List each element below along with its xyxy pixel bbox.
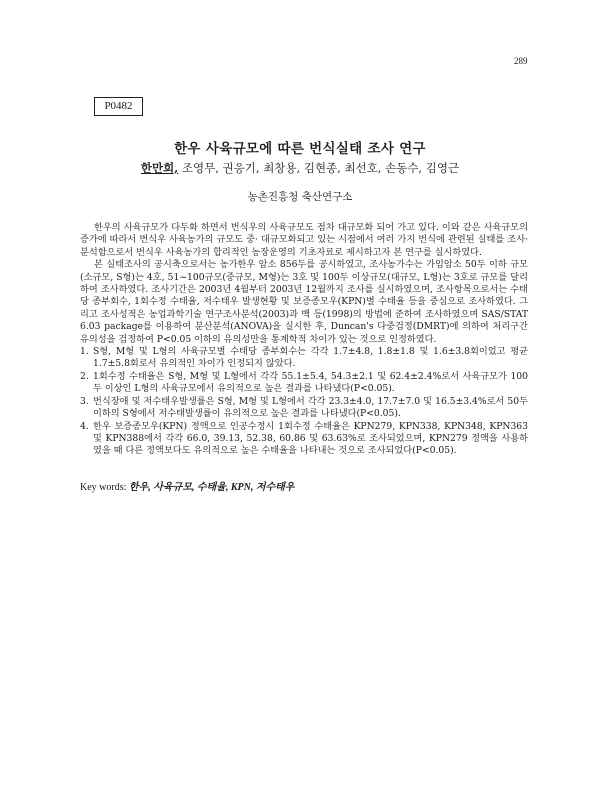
methods-paragraph: 본 실태조사의 공시축으로서는 농가한우 암소 856두를 공시하였고, 조사농가수는 가임암소 50두 이하 규모(소규모, S형)는 4호, 51~100규모(중규모, M형)는 3호 및 100두 이상규모(대규모, L형)는 3호로 규모를 달리하여 조사하였다. 조사기간은 2003년 4월부터 2003년 12월까지 조사를 실시하였으며, 조사항목으로서는 수태당 종부회수, 1회수정 수태율, 저수태우 발생현황 및 보증종모우(KPN)별 수태율 등을 중심으로 조사하였다. 그리고 조사성적은 농업과학기술 연구조사분석(2003)과 백 등(1998)의 방법에 준하여 조사하였으며 SAS/STAT 6.03 package를 이용하여 분산분석(ANOVA)을 실시한 후, Duncan's 다중검정(DMRT)에 의하여 처리구간 유의성을 검정하여 P<0.05 이하의 유의성만을 통계학적 차이가 있는 것으로 인정하였다. (80, 259, 528, 345)
result-text: 1회수정 수태율은 S형, M형 및 L형에서 각각 55.1±5.4, 54.3±2.1 및 62.4±2.4%로서 사육규모가 100두 이상인 L형의 사육규모에서 유의적으로 높은 결과를 나타냈다(P<0.05). (93, 370, 528, 395)
result-number: 3. (80, 395, 89, 407)
abstract-body (80, 222, 528, 458)
result-text: S형, M형 및 L형의 사육규모별 수태당 종부회수는 각각 1.7±4.8, 1.8±1.8 및 1.6±3.8회이었고 평균 1.7±5.8회로서 유의적인 차이가 인정되지 않았다. (93, 346, 528, 370)
keywords (80, 478, 528, 493)
result-text: 한우 보증종모우(KPN) 정액으로 인공수정시 1회수정 수태율은 KPN279, KPN338, KPN348, KPN363 및 KPN388에서 각각 66.0, 39.13, 52.38, 60.86 및 63.63%로 조사되었으며, KPN279 정액을 사용하였을 때 다른 정액보다도 유의적으로 높은 수태율을 나타내는 것으로 조사되었다(P<0.05). (93, 420, 528, 457)
keywords-list: 한우, 사육규모, 수태율, KPN, 저수태우 (128, 482, 295, 493)
paper-id-box: P0482 (94, 97, 143, 116)
result-number: 1. (80, 346, 89, 358)
affiliation: 농촌진흥청 축산연구소 (247, 191, 353, 203)
intro-paragraph: 한우의 사육규모가 다두화 하면서 번식우의 사육규모도 점차 대규모화 되어 가고 있다. 이와 같은 사육규모의 증가에 따라서 번식우 사육농가의 규모도 중· 대규모화되고 있는 시점에서 여러 가지 번식에 관련된 실태를 조사· 분석함으로서 번식우 사육농가의 합리적인 농장운영의 기초자료로 제시하고자 본 연구를 실시하였다. (80, 222, 528, 258)
result-item-4 (80, 421, 528, 458)
keywords-label: Key words: (80, 482, 129, 493)
result-text: 번식장애 및 저수태우발생률은 S형, M형 및 L형에서 각각 23.3±4.0, 17.7±7.0 및 16.5±3.4%로서 50두 이하의 S형에서 저수태발생률이 유의적으로 높은 결과를 나타냈다(P<0.05). (93, 395, 528, 420)
paper-title: 한우 사육규모에 따른 번식실태 조사 연구 (174, 141, 426, 157)
results-list (80, 346, 528, 458)
lead-author: 한만희, (140, 161, 179, 175)
result-number: 4. (80, 420, 89, 432)
result-item-2 (80, 371, 528, 396)
co-authors: 조영무, 권응기, 최창용, 김현종, 최선호, 손동수, 김영근 (178, 161, 460, 175)
result-item-1 (80, 346, 528, 371)
author-list (0, 160, 600, 176)
result-item-3 (80, 396, 528, 421)
result-number: 2. (80, 370, 89, 382)
page-number: 289 (514, 56, 528, 66)
